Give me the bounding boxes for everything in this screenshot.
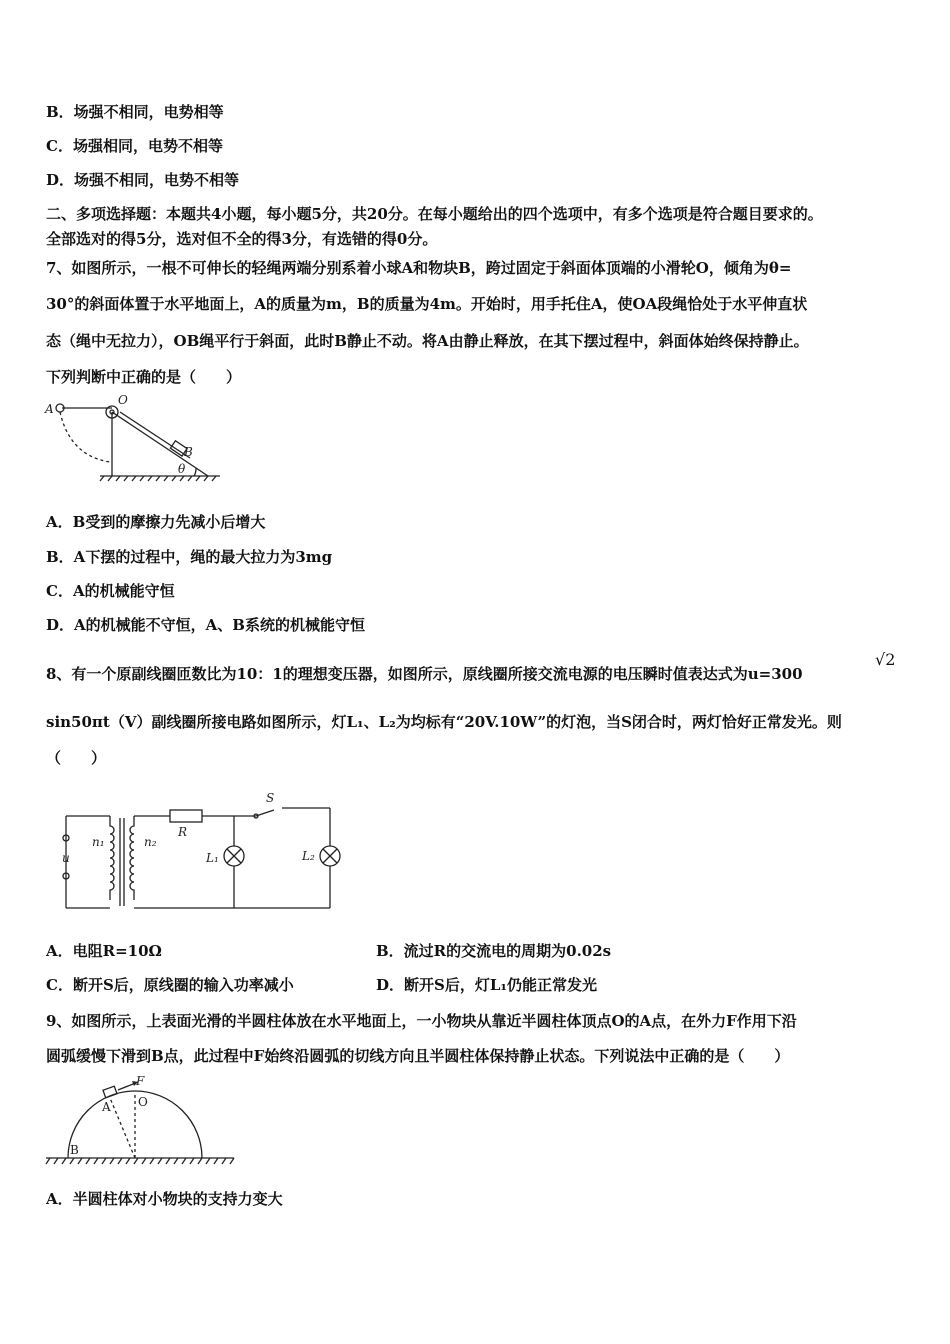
small-block: [103, 1086, 117, 1098]
q9-figure: [44, 1076, 239, 1168]
q7-stem-line3: 态（绳中无拉力），OB绳平行于斜面，此时B静止不动。将A由静止释放，在其下摆过程中，斜面体始终保持静止。: [46, 332, 809, 350]
q7-option-b: B．A下摆的过程中，绳的最大拉力为3mg: [46, 548, 333, 566]
fig-label-n1: n₁: [92, 835, 105, 849]
q6-option-d: D．场强不相同，电势不相等: [46, 171, 240, 189]
q9-stem-line1: 9、如图所示，上表面光滑的半圆柱体放在水平地面上，一小物块从靠近半圆柱体顶点O的A点，在外力F作用下沿: [46, 1012, 797, 1030]
primary-coil: [110, 816, 114, 900]
fig-label-theta: θ: [178, 462, 186, 476]
fig-label-f: F: [136, 1074, 145, 1088]
fig-label-l2: L₂: [302, 849, 315, 863]
q7-option-a: A．B受到的摩擦力先减小后增大: [46, 513, 266, 531]
incline-surface: [112, 412, 208, 476]
lamp-l1: [224, 846, 244, 866]
fig-label-a: A: [102, 1100, 111, 1114]
swing-path: [60, 412, 110, 462]
switch-s: [256, 810, 274, 816]
fig-label-a: A: [45, 402, 54, 416]
fig-label-s: S: [266, 791, 275, 805]
q6-option-b: B．场强不相同，电势相等: [46, 103, 224, 121]
q7-stem-line4: 下列判断中正确的是（ ）: [46, 368, 242, 386]
secondary-coil: [130, 816, 134, 900]
q7-option-c: C．A的机械能守恒: [46, 582, 175, 600]
rope-ob: [120, 412, 190, 458]
angle-arc: [194, 468, 196, 476]
q8-option-a: A．电阻R=10Ω: [46, 942, 162, 960]
section2-heading-line2: 全部选对的得5分，选对但不全的得3分，有选错的得0分。: [46, 230, 438, 248]
q9-stem-line2: 圆弧缓慢下滑到B点，此过程中F始终沿圆弧的切线方向且半圆柱体保持静止状态。下列说法中正确的是（ ）: [46, 1047, 790, 1065]
resistor-r: [170, 810, 202, 822]
q9-option-a: A．半圆柱体对小物块的支持力变大: [46, 1190, 283, 1208]
q7-figure: [40, 393, 230, 483]
lamp-l2: [320, 846, 340, 866]
ground-hatch: [46, 1158, 234, 1164]
fig-label-r: R: [178, 825, 188, 839]
radius-to-a: [110, 1098, 135, 1158]
section2-heading-line1: 二、多项选择题：本题共4小题，每小题5分，共20分。在每小题给出的四个选项中，有多个选项是符合题目要求的。: [46, 205, 823, 223]
fig-label-o: O: [118, 393, 128, 407]
q8-stem-line3: （ ）: [46, 749, 107, 767]
ground-hatch: [100, 476, 216, 481]
q8-option-b: B．流过R的交流电的周期为0.02s: [376, 942, 612, 960]
q8-sqrt2: √2: [875, 650, 896, 669]
q8-stem-line2: sin50πt（V）副线圈所接电路如图所示，灯L₁、L₂为均标有“20V.10W”的灯泡，当S闭合时，两灯恰好正常发光。则: [46, 713, 842, 731]
q7-option-d: D．A的机械能不守恒，A、B系统的机械能守恒: [46, 616, 365, 634]
q8-option-d: D．断开S后，灯L₁仍能正常发光: [376, 976, 597, 994]
q7-stem-line2: 30°的斜面体置于水平地面上，A的质量为m，B的质量为4m。开始时，用手托住A，使OA段绳恰处于水平伸直状: [46, 295, 808, 313]
q8-stem-line1: 8、有一个原副线圈匝数比为10：1的理想变压器，如图所示，原线圈所接交流电源的电压瞬时值表达式为u=300: [46, 665, 803, 683]
fig-label-u: u: [62, 851, 70, 865]
q8-figure: [60, 788, 360, 913]
fig-label-l1: L₁: [206, 851, 219, 865]
q8-option-c: C．断开S后，原线圈的输入功率减小: [46, 976, 294, 994]
q7-stem-line1: 7、如图所示，一根不可伸长的轻绳两端分别系着小球A和物块B，跨过固定于斜面体顶端的小滑轮O，倾角为θ=: [46, 259, 792, 277]
q6-option-c: C．场强相同，电势不相等: [46, 137, 223, 155]
fig-label-b: B: [70, 1143, 79, 1157]
fig-label-n2: n₂: [144, 835, 157, 849]
fig-label-o: O: [138, 1095, 148, 1109]
fig-label-b: B: [184, 445, 193, 459]
